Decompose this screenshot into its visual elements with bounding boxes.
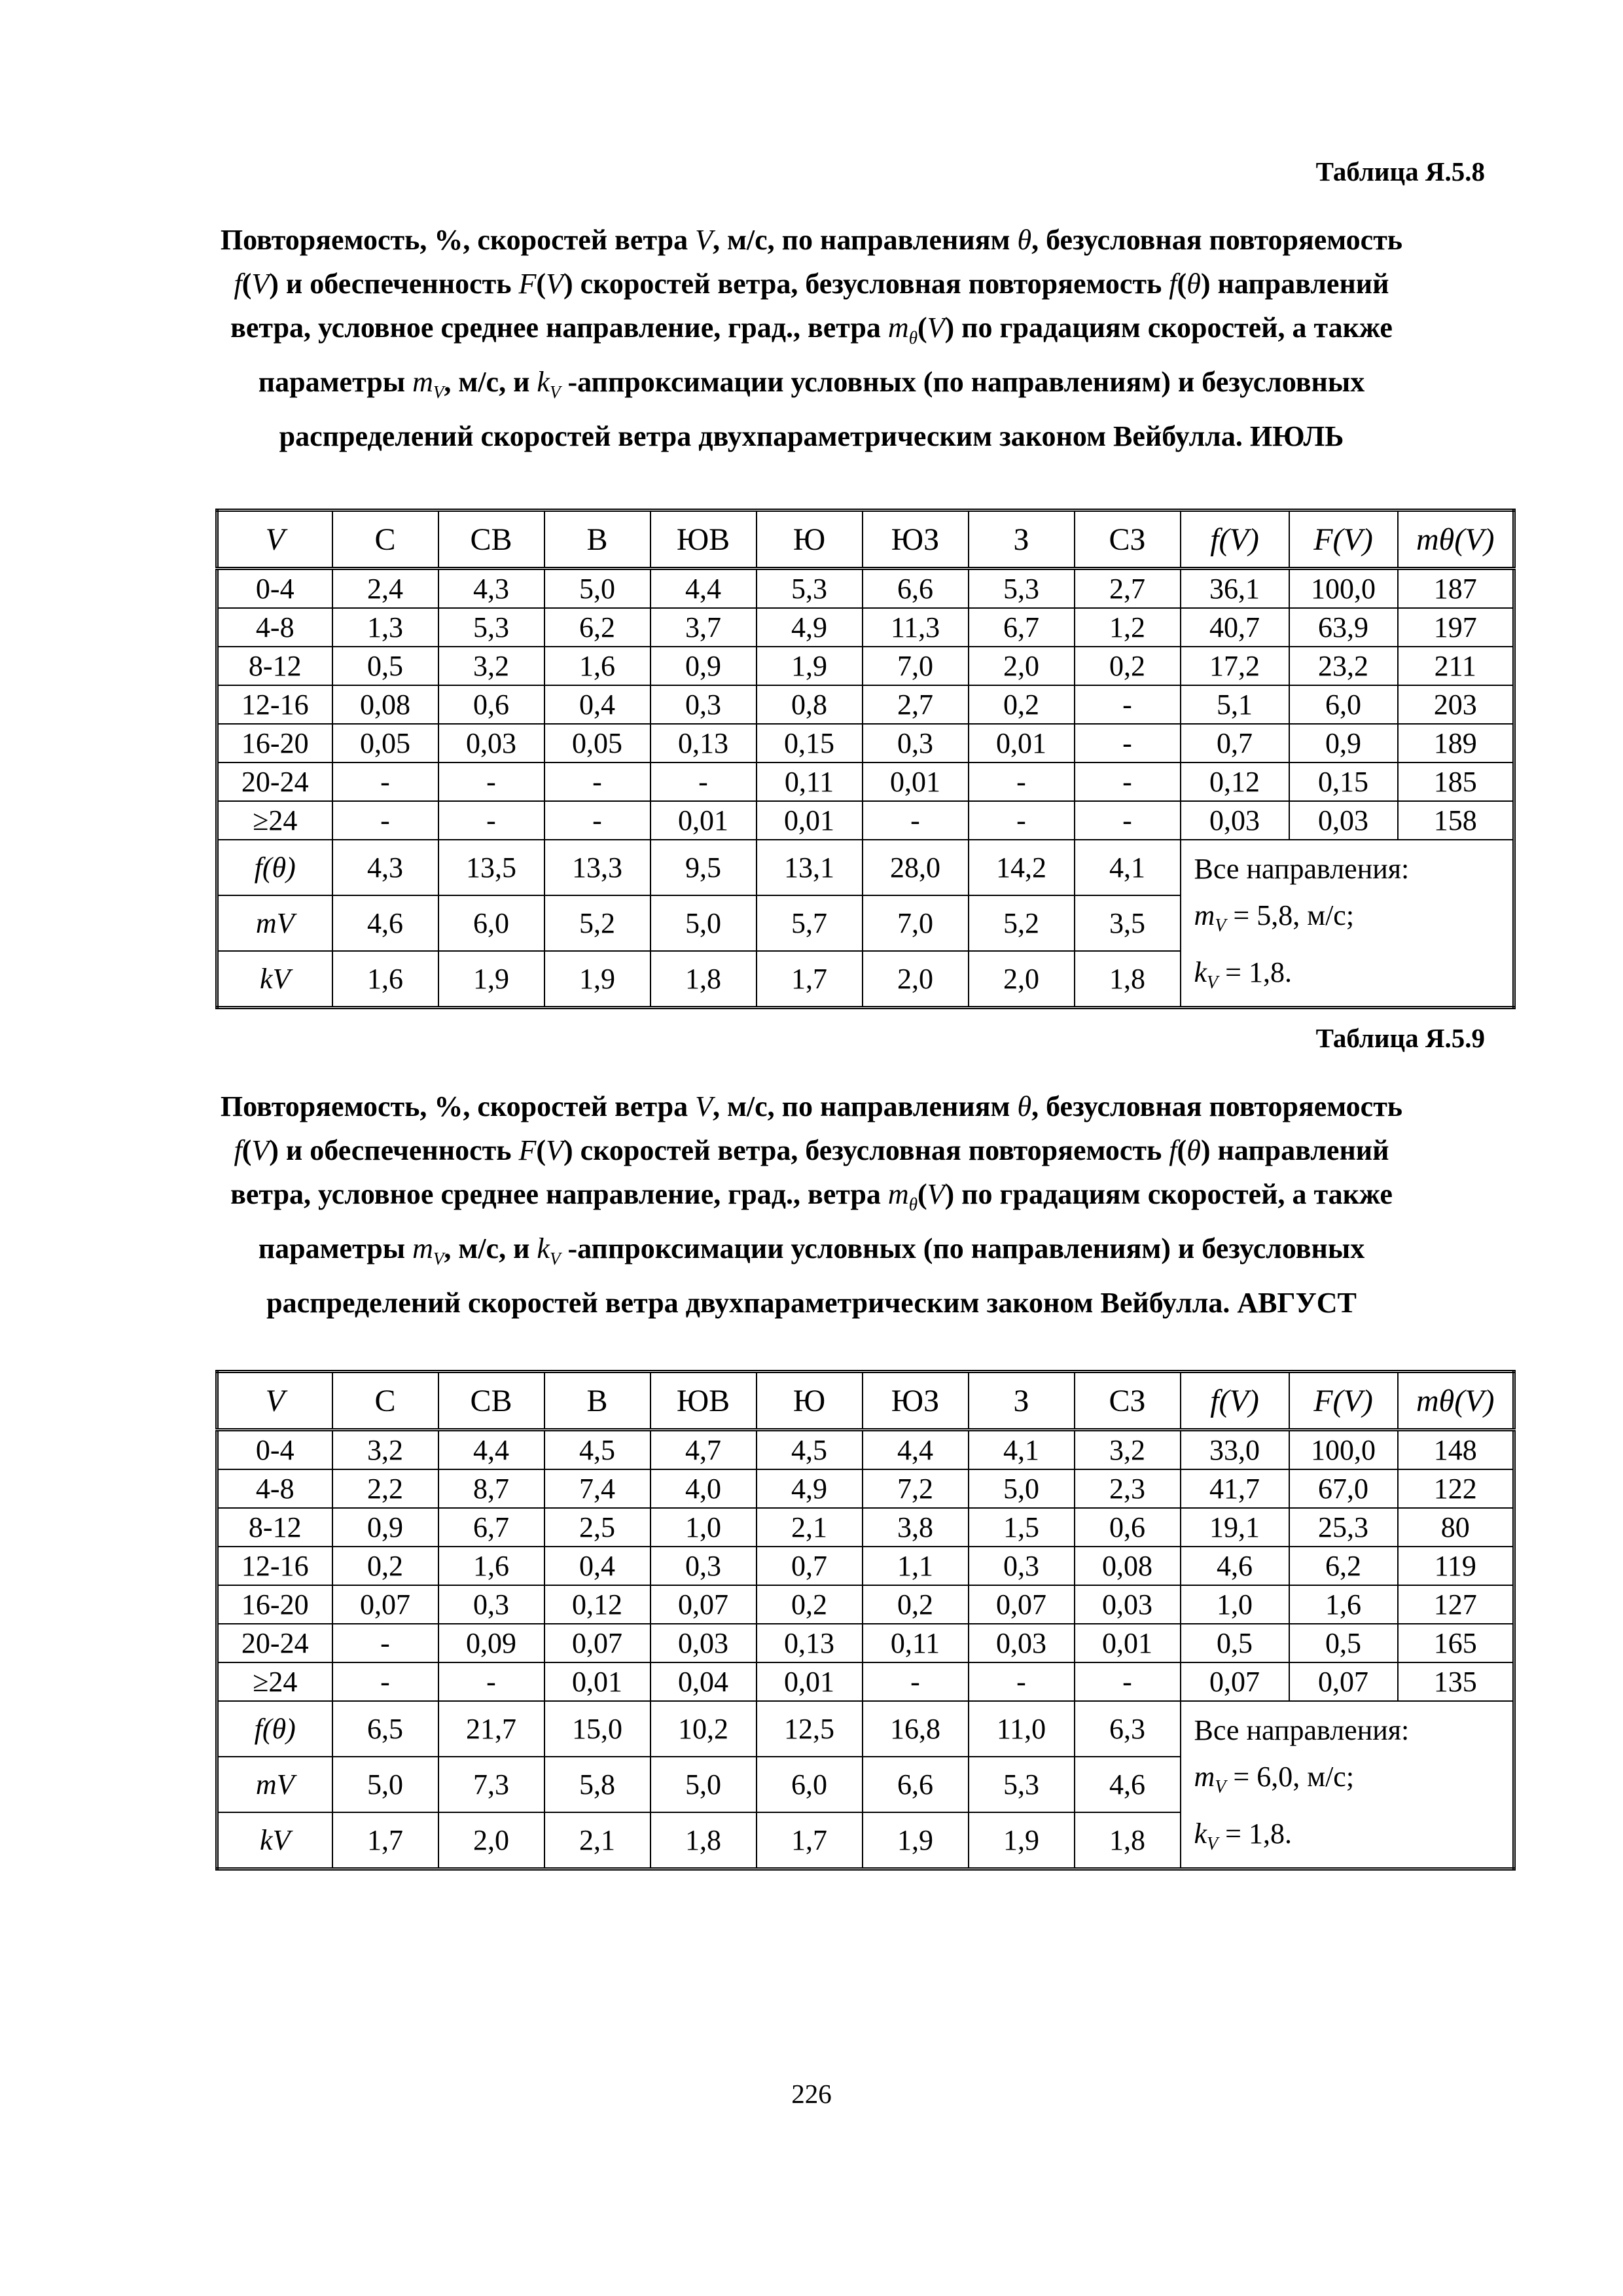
table-cell: 187 [1398, 569, 1514, 609]
table-cell: - [1075, 762, 1181, 801]
table-cell: - [969, 801, 1075, 840]
table-cell: 2,7 [863, 685, 969, 724]
table-cell: 80 [1398, 1508, 1514, 1547]
table-cell: 7,2 [863, 1469, 969, 1508]
table-cell: 2,1 [757, 1508, 863, 1547]
param-label: kV [217, 1812, 332, 1869]
table-cell: 0,01 [969, 724, 1075, 762]
column-header: Ю [757, 1372, 863, 1430]
table-cell: 0,03 [1075, 1585, 1181, 1624]
table-cell: 0,5 [332, 647, 438, 685]
table-cell: 4,3 [438, 569, 544, 609]
table-cell: 0,05 [332, 724, 438, 762]
table-cell: 1,5 [969, 1508, 1075, 1547]
table-cell: 0,12 [1181, 762, 1289, 801]
table-cell: 0,9 [332, 1508, 438, 1547]
column-header: mθ(V) [1398, 1372, 1514, 1430]
wind-table-july [215, 509, 1516, 1009]
table-cell: 3,2 [332, 1430, 438, 1470]
table-cell: 165 [1398, 1624, 1514, 1662]
table-cell: 0,03 [651, 1624, 757, 1662]
table-cell: 67,0 [1289, 1469, 1398, 1508]
table-cell: 0,3 [969, 1547, 1075, 1585]
table-cell: 0,9 [1289, 724, 1398, 762]
table-cell: 1,1 [863, 1547, 969, 1585]
table-cell: 6,7 [438, 1508, 544, 1547]
table-cell: 4,9 [757, 608, 863, 647]
table-cell: 5,3 [438, 608, 544, 647]
table-cell: - [1075, 801, 1181, 840]
speed-range-cell: ≥24 [217, 801, 332, 840]
caption-month: ИЮЛЬ [1249, 420, 1344, 452]
table-cell: 0,2 [332, 1547, 438, 1585]
all-directions-summary: Все направления: $m_V = 6,0$, м/с; $k_V = 1,8$. [1181, 1701, 1514, 1869]
column-header: С [332, 511, 438, 569]
table-cell: 0,3 [651, 1547, 757, 1585]
speed-range-cell: 0-4 [217, 1430, 332, 1470]
table-cell: 189 [1398, 724, 1514, 762]
table-cell: 5,0 [969, 1469, 1075, 1508]
column-header: З [969, 511, 1075, 569]
column-header: Ю [757, 511, 863, 569]
table-cell: 0,11 [757, 762, 863, 801]
table-row [217, 1662, 1514, 1701]
column-header: СВ [438, 1372, 544, 1430]
table-cell: 4,5 [757, 1430, 863, 1470]
param-row-k-v: kV 1,7 2,0 2,1 1,8 1,7 1,9 1,9 1,8 [217, 1812, 1514, 1869]
table-cell: 4,0 [651, 1469, 757, 1508]
speed-range-cell: 8-12 [217, 647, 332, 685]
param-row-m-v: mV 4,6 6,0 5,2 5,0 5,7 7,0 5,2 3,5 [217, 895, 1514, 951]
table-cell: 0,4 [544, 1547, 651, 1585]
table-cell: 4,1 [969, 1430, 1075, 1470]
table-cell: - [438, 801, 544, 840]
table-cell: 0,07 [1289, 1662, 1398, 1701]
column-header: ЮВ [651, 1372, 757, 1430]
table-cell: 0,4 [544, 685, 651, 724]
table-cell: 1,9 [757, 647, 863, 685]
table-cell: 6,7 [969, 608, 1075, 647]
table-cell: 135 [1398, 1662, 1514, 1701]
table-cell: 0,6 [1075, 1508, 1181, 1547]
table-row [217, 801, 1514, 840]
table-caption: Повторяемость, %, скоростей ветра V, м/с, по направлениям θ, безусловная повторяемость f(V) и обеспеченность F(V) скоростей ветра, безусловная повторяемость f(θ) направлений ветра, условное среднее направление, град., ветра $m_\theta(V)$ по градациям скоростей, а также параметры $m_V$, м/с, и $k_V$ -аппроксимации условных (по направлениям) и безусловных распределений скоростей ветра двухпараметрическим законом Вейбулла. АВГУСТ [220, 1090, 1403, 1319]
speed-range-cell: 4-8 [217, 608, 332, 647]
page-number: 226 [791, 2079, 832, 2109]
table-cell: 211 [1398, 647, 1514, 685]
table-cell: 0,03 [969, 1624, 1075, 1662]
table-cell: 4,4 [438, 1430, 544, 1470]
table-cell: 2,4 [332, 569, 438, 609]
table-cell: - [544, 801, 651, 840]
column-header: З [969, 1372, 1075, 1430]
table-cell: 119 [1398, 1547, 1514, 1585]
table-cell: 0,11 [863, 1624, 969, 1662]
table-cell: 11,3 [863, 608, 969, 647]
table-cell: - [651, 762, 757, 801]
all-directions-summary: Все направления: $m_V = 5,8$, м/с; $k_V = 1,8$. [1181, 840, 1514, 1007]
table-caption: Повторяемость, %, скоростей ветра V, м/с, по направлениям θ, безусловная повторяемость f(V) и обеспеченность F(V) скоростей ветра, безусловная повторяемость f(θ) направлений ветра, условное среднее направление, град., ветра $m_\theta(V)$ по градациям скоростей, а также параметры $m_V$, м/с, и $k_V$ -аппроксимации условных (по направлениям) и безусловных распределений скоростей ветра двухпараметрическим законом Вейбулла. ИЮЛЬ [220, 224, 1403, 452]
table-cell: 2,0 [969, 647, 1075, 685]
table-cell: 0,01 [863, 762, 969, 801]
param-row-m-v: mV 5,0 7,3 5,8 5,0 6,0 6,6 5,3 4,6 [217, 1757, 1514, 1812]
column-header: f(V) [1181, 511, 1289, 569]
table-cell: - [1075, 1662, 1181, 1701]
table-cell: 0,01 [651, 801, 757, 840]
table-row [217, 1585, 1514, 1624]
table-cell: - [438, 762, 544, 801]
column-header: f(V) [1181, 1372, 1289, 1430]
table-row [217, 569, 1514, 609]
table-cell: 203 [1398, 685, 1514, 724]
param-label: kV [217, 951, 332, 1008]
table-cell: 0,01 [757, 1662, 863, 1701]
table-cell: 4,4 [863, 1430, 969, 1470]
table-cell: 23,2 [1289, 647, 1398, 685]
table-cell: 0,2 [1075, 647, 1181, 685]
table-cell: - [1075, 685, 1181, 724]
table-cell: 4,5 [544, 1430, 651, 1470]
table-cell: 3,2 [1075, 1430, 1181, 1470]
table-cell: 0,2 [969, 685, 1075, 724]
table-cell: 8,7 [438, 1469, 544, 1508]
table-cell: 5,3 [969, 569, 1075, 609]
table-cell: 1,3 [332, 608, 438, 647]
table-cell: 0,03 [438, 724, 544, 762]
table-cell: 4,4 [651, 569, 757, 609]
speed-range-cell: 16-20 [217, 724, 332, 762]
table-cell: 36,1 [1181, 569, 1289, 609]
table-cell: 0,12 [544, 1585, 651, 1624]
param-label: mV [217, 895, 332, 951]
speed-range-cell: 8-12 [217, 1508, 332, 1547]
speed-range-cell: 12-16 [217, 685, 332, 724]
table-cell: 0,07 [969, 1585, 1075, 1624]
table-cell: 41,7 [1181, 1469, 1289, 1508]
table-cell: 19,1 [1181, 1508, 1289, 1547]
table-cell: 1,6 [1289, 1585, 1398, 1624]
table-cell: 0,2 [863, 1585, 969, 1624]
table-cell: 7,0 [863, 647, 969, 685]
speed-range-cell: 4-8 [217, 1469, 332, 1508]
table-cell: 0,07 [332, 1585, 438, 1624]
column-header: ЮВ [651, 511, 757, 569]
column-header: С [332, 1372, 438, 1430]
table-cell: 5,3 [757, 569, 863, 609]
table-cell: 3,2 [438, 647, 544, 685]
table-label: Таблица Я.5.9 [1315, 1023, 1485, 1053]
table-row [217, 1469, 1514, 1508]
table-cell: 2,7 [1075, 569, 1181, 609]
column-header: F(V) [1289, 511, 1398, 569]
table-cell: 0,13 [757, 1624, 863, 1662]
table-cell: 0,5 [1289, 1624, 1398, 1662]
table-cell: - [332, 1662, 438, 1701]
table-cell: 7,4 [544, 1469, 651, 1508]
table-cell: - [1075, 724, 1181, 762]
param-row-f-theta: f(θ) 4,3 13,5 13,3 9,5 13,1 28,0 14,2 4,1 Все направления: $m_V = 5,8$, м/с; $k_V = 1,8$. [217, 840, 1514, 895]
table-cell: 0,3 [651, 685, 757, 724]
param-label: f(θ) [217, 1701, 332, 1757]
column-header: F(V) [1289, 1372, 1398, 1430]
table-cell: 0,3 [863, 724, 969, 762]
table-cell: 33,0 [1181, 1430, 1289, 1470]
table-cell: 1,6 [438, 1547, 544, 1585]
table-cell: 0,6 [438, 685, 544, 724]
param-label: f(θ) [217, 840, 332, 895]
column-header: СВ [438, 511, 544, 569]
table-cell: - [544, 762, 651, 801]
column-header: ЮЗ [863, 1372, 969, 1430]
column-header: В [544, 1372, 651, 1430]
table-cell: 0,04 [651, 1662, 757, 1701]
table-cell: 0,13 [651, 724, 757, 762]
table-header-row [217, 1372, 1514, 1430]
table-cell: 197 [1398, 608, 1514, 647]
table-row [217, 1508, 1514, 1547]
table-row [217, 724, 1514, 762]
table-cell: 0,08 [1075, 1547, 1181, 1585]
table-cell: 0,07 [1181, 1662, 1289, 1701]
speed-range-cell: 20-24 [217, 1624, 332, 1662]
table-row [217, 608, 1514, 647]
table-cell: - [969, 762, 1075, 801]
table-cell: 0,9 [651, 647, 757, 685]
table-cell: 0,08 [332, 685, 438, 724]
table-cell: - [332, 801, 438, 840]
table-cell: 0,05 [544, 724, 651, 762]
table-cell: 0,7 [1181, 724, 1289, 762]
column-header: ЮЗ [863, 511, 969, 569]
table-cell: 0,5 [1181, 1624, 1289, 1662]
table-cell: 0,8 [757, 685, 863, 724]
table-cell: 4,6 [1181, 1547, 1289, 1585]
table-cell: 0,01 [1075, 1624, 1181, 1662]
table-cell: 3,8 [863, 1508, 969, 1547]
table-cell: 1,2 [1075, 608, 1181, 647]
param-row-k-v: kV 1,6 1,9 1,9 1,8 1,7 2,0 2,0 1,8 [217, 951, 1514, 1008]
table-cell: 0,03 [1289, 801, 1398, 840]
table-cell: 0,15 [1289, 762, 1398, 801]
param-row-f-theta: f(θ) 6,5 21,7 15,0 10,2 12,5 16,8 11,0 6,3 Все направления: $m_V = 6,0$, м/с; $k_V = 1,8$. [217, 1701, 1514, 1757]
table-cell: 0,3 [438, 1585, 544, 1624]
table-cell: 3,7 [651, 608, 757, 647]
column-header: V [265, 1383, 285, 1418]
table-cell: 2,3 [1075, 1469, 1181, 1508]
table-cell: 0,7 [757, 1547, 863, 1585]
table-cell: 17,2 [1181, 647, 1289, 685]
param-label: mV [217, 1757, 332, 1812]
table-cell: 1,0 [651, 1508, 757, 1547]
table-cell: 0,01 [544, 1662, 651, 1701]
table-cell: - [438, 1662, 544, 1701]
table-cell: - [332, 1624, 438, 1662]
table-cell: - [863, 801, 969, 840]
table-cell: 6,2 [544, 608, 651, 647]
table-cell: 5,1 [1181, 685, 1289, 724]
table-cell: 4,7 [651, 1430, 757, 1470]
caption-month: АВГУСТ [1237, 1286, 1357, 1319]
table-row [217, 762, 1514, 801]
speed-range-cell: ≥24 [217, 1662, 332, 1701]
table-cell: 122 [1398, 1469, 1514, 1508]
table-cell: 0,07 [651, 1585, 757, 1624]
table-header-row [217, 511, 1514, 569]
table-cell: - [969, 1662, 1075, 1701]
table-cell: 0,2 [757, 1585, 863, 1624]
table-cell: 2,5 [544, 1508, 651, 1547]
table-cell: 0,03 [1181, 801, 1289, 840]
table-cell: 1,6 [544, 647, 651, 685]
table-cell: 100,0 [1289, 569, 1398, 609]
column-header: В [544, 511, 651, 569]
column-header: СЗ [1075, 1372, 1181, 1430]
speed-range-cell: 20-24 [217, 762, 332, 801]
table-cell: 185 [1398, 762, 1514, 801]
column-header: V [265, 522, 285, 557]
table-cell: - [863, 1662, 969, 1701]
wind-table-august [215, 1370, 1516, 1871]
speed-range-cell: 0-4 [217, 569, 332, 609]
table-cell: 127 [1398, 1585, 1514, 1624]
table-row [217, 1547, 1514, 1585]
table-cell: 6,2 [1289, 1547, 1398, 1585]
table-cell: 0,01 [757, 801, 863, 840]
speed-range-cell: 12-16 [217, 1547, 332, 1585]
table-row [217, 1430, 1514, 1470]
table-cell: 40,7 [1181, 608, 1289, 647]
table-cell: 100,0 [1289, 1430, 1398, 1470]
table-row [217, 1624, 1514, 1662]
table-cell: 0,07 [544, 1624, 651, 1662]
table-cell: 6,0 [1289, 685, 1398, 724]
table-cell: 2,2 [332, 1469, 438, 1508]
table-cell: 1,0 [1181, 1585, 1289, 1624]
table-cell: 5,0 [544, 569, 651, 609]
table-cell: 0,09 [438, 1624, 544, 1662]
table-cell: 25,3 [1289, 1508, 1398, 1547]
column-header: СЗ [1075, 511, 1181, 569]
table-cell: 6,6 [863, 569, 969, 609]
table-cell: 158 [1398, 801, 1514, 840]
table-label: Таблица Я.5.8 [1315, 156, 1485, 187]
table-cell: 148 [1398, 1430, 1514, 1470]
table-cell: 63,9 [1289, 608, 1398, 647]
speed-range-cell: 16-20 [217, 1585, 332, 1624]
table-row [217, 685, 1514, 724]
table-row [217, 647, 1514, 685]
column-header: mθ(V) [1398, 511, 1514, 569]
table-cell: 4,9 [757, 1469, 863, 1508]
table-cell: - [332, 762, 438, 801]
table-cell: 0,15 [757, 724, 863, 762]
